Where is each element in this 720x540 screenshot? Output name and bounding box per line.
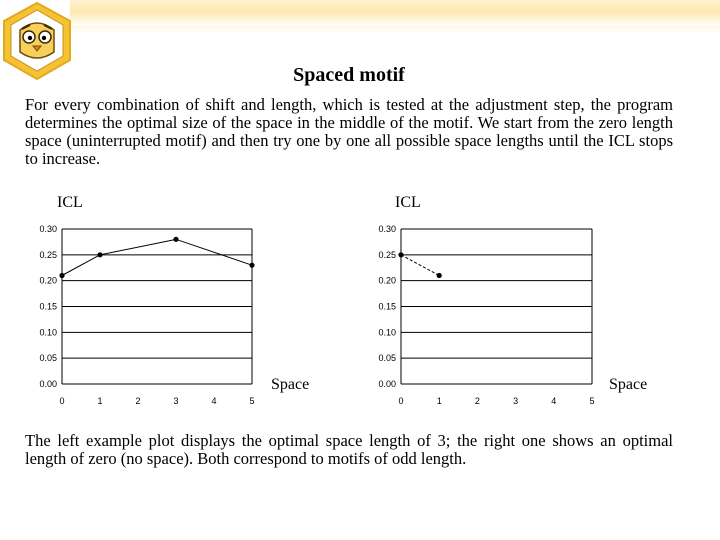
- chart-2-y-tick-label: 0.05: [378, 353, 396, 364]
- chart-2-series-line: [401, 255, 439, 276]
- chart-1-y-tick-label: 0.30: [39, 224, 57, 234]
- slide-title: Spaced motif: [293, 64, 405, 86]
- chart-1-y-tick-label: 0.20: [39, 275, 57, 286]
- chart-1-x-tick-label: 1: [97, 396, 103, 406]
- chart-2-data-point: [437, 273, 442, 278]
- chart-1-data-point: [59, 273, 64, 278]
- chart-2-x-tick-label: 2: [474, 396, 480, 406]
- chart-2-y-tick-label: 0.25: [378, 249, 396, 260]
- chart-2-y-tick-label: 0.00: [378, 379, 396, 389]
- chart-2-y-axis-label: ICL: [395, 194, 421, 211]
- chart-2-x-tick-label: 3: [513, 396, 519, 406]
- chart-1-x-tick-label: 3: [173, 396, 179, 406]
- chart-1-data-point: [97, 252, 102, 257]
- chart-1-x-axis-label: Space: [271, 376, 310, 393]
- chart-2-x-tick-label: 4: [551, 396, 557, 406]
- chart-1-x-tick-label: 2: [135, 396, 141, 406]
- chart-2-y-tick-label: 0.20: [378, 275, 396, 286]
- conclusion-paragraph: The left example plot displays the optimal space length of 3; the right one shows an optimal length of zero (no space). Both correspond to motifs of odd length.: [25, 431, 673, 468]
- chart-1-x-tick-label: 0: [59, 396, 65, 406]
- chart-2-x-tick-label: 1: [436, 396, 442, 406]
- chart-2-x-tick-label: 5: [589, 396, 595, 406]
- chart-1-y-tick-label: 0.25: [39, 249, 57, 260]
- chart-1-y-tick-label: 0.15: [39, 301, 57, 312]
- chart-2-x-tick-label: 0: [398, 396, 404, 406]
- chart-1-y-axis-label: ICL: [57, 194, 83, 211]
- chart-1-data-point: [249, 263, 254, 268]
- intro-paragraph: For every combination of shift and length, which is tested at the adjustment step, the program determines the optimal size of the space in the middle of the motif. We start from the zero length space (uninterrupted motif) and then try one by one all possible space lengths until the ICL stops to increase.: [25, 95, 673, 168]
- chart-1-data-point: [173, 237, 178, 242]
- chart-1-x-tick-label: 5: [249, 396, 255, 406]
- chart-2-x-axis-label: Space: [609, 376, 648, 393]
- chart-2-y-tick-label: 0.30: [378, 224, 396, 234]
- chart-1-y-tick-label: 0.00: [39, 379, 57, 389]
- chart-1-x-tick-label: 4: [211, 396, 217, 406]
- chart-2-y-tick-label: 0.10: [378, 327, 396, 338]
- chart-1-y-tick-label: 0.05: [39, 353, 57, 364]
- chart-1-series-line: [62, 239, 252, 275]
- chart-1-y-tick-label: 0.10: [39, 327, 57, 338]
- chart-2-y-tick-label: 0.15: [378, 301, 396, 312]
- chart-2-data-point: [398, 252, 403, 257]
